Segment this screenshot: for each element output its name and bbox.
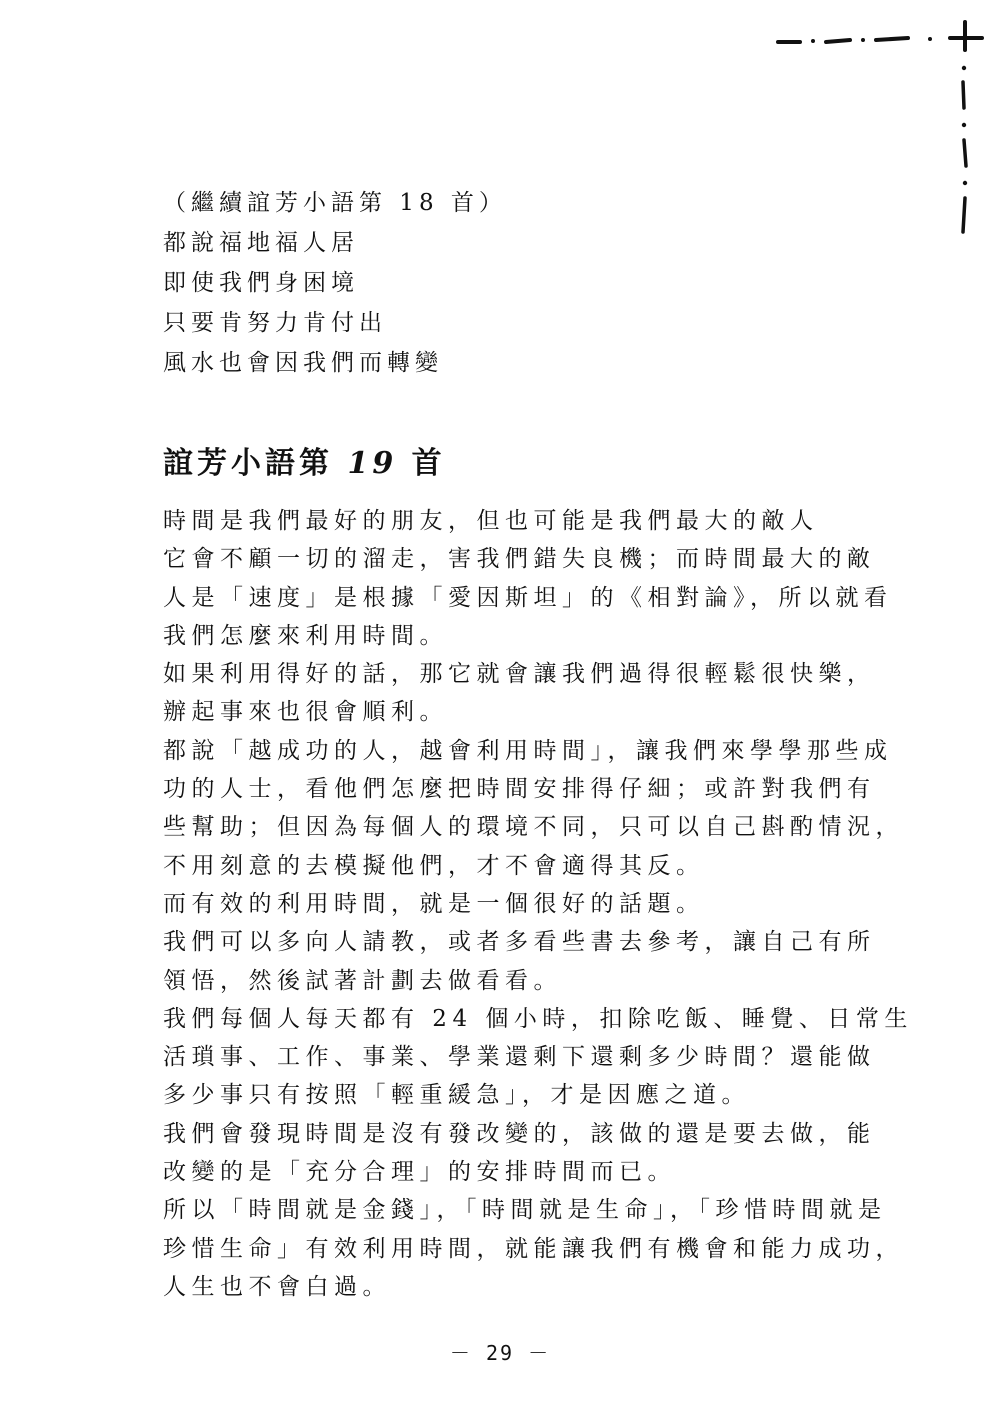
body-line: 人生也不會白過。: [163, 1273, 391, 1300]
essay-body: [163, 502, 913, 1306]
body-line: 都說「越成功的人，越會利用時間」，讓我們來學學那些成: [163, 737, 893, 764]
body-line: 多少事只有按照「輕重緩急」，才是因應之道。: [163, 1082, 750, 1109]
body-line: 我們可以多向人請教，或者多看些書去參考，讓自己有所: [163, 929, 876, 956]
poem-line: （繼續誼芳小語第 18 首）: [163, 190, 507, 216]
body-line: 我們會發現時間是沒有發改變的，該做的還是要去做，能: [163, 1120, 876, 1147]
poem-continuation: [163, 183, 863, 383]
section-heading-suffix: 首: [411, 446, 446, 481]
body-line: 些幫助；但因為每個人的環境不同，只可以自己斟酌情況，: [163, 814, 904, 841]
body-line: 我們每個人每天都有 24 個小時，扣除吃飯、睡覺、日常生: [163, 1005, 913, 1032]
section-heading-text: 誼芳小語第: [163, 446, 333, 481]
body-line: 時間是我們最好的朋友，但也可能是我們最大的敵人: [163, 508, 819, 534]
body-line: 活瑣事、工作、事業、學業還剩下還剩多少時間？還能做: [163, 1044, 876, 1071]
body-line: 如果利用得好的話，那它就會讓我們過得很輕鬆很快樂，: [163, 661, 876, 688]
body-line: 它會不顧一切的溜走，害我們錯失良機；而時間最大的敵: [163, 546, 876, 573]
poem-line: 即使我們身困境: [163, 270, 359, 296]
poem-line: 都說福地福人居: [163, 230, 359, 256]
poem-line: 風水也會因我們而轉變: [163, 350, 443, 376]
body-line: 領悟，然後試著計劃去做看看。: [163, 967, 562, 994]
body-line: 改變的是「充分合理」的安排時間而已。: [163, 1159, 676, 1186]
body-line: 不用刻意的去模擬他們，才不會適得其反。: [163, 852, 705, 879]
section-heading-number: 19: [347, 446, 398, 481]
body-line: 所以「時間就是金錢」，「時間就是生命」，「珍惜時間就是: [163, 1197, 887, 1224]
body-line: 而有效的利用時間，就是一個很好的話題。: [163, 890, 705, 917]
body-line: 辦起事來也很會順利。: [163, 699, 448, 726]
body-line: 人是「速度」是根據「愛因斯坦」的《相對論》，所以就看: [163, 584, 893, 611]
poem-line: 只要肯努力肯付出: [163, 310, 387, 336]
section-heading: [163, 444, 446, 484]
page-number: － 29 －: [449, 1341, 551, 1365]
body-line: 我們怎麼來利用時間。: [163, 622, 448, 649]
body-line: 功的人士，看他們怎麼把時間安排得仔細；或許對我們有: [163, 776, 876, 803]
body-line: 珍惜生命」有效利用時間，就能讓我們有機會和能力成功，: [163, 1235, 904, 1262]
